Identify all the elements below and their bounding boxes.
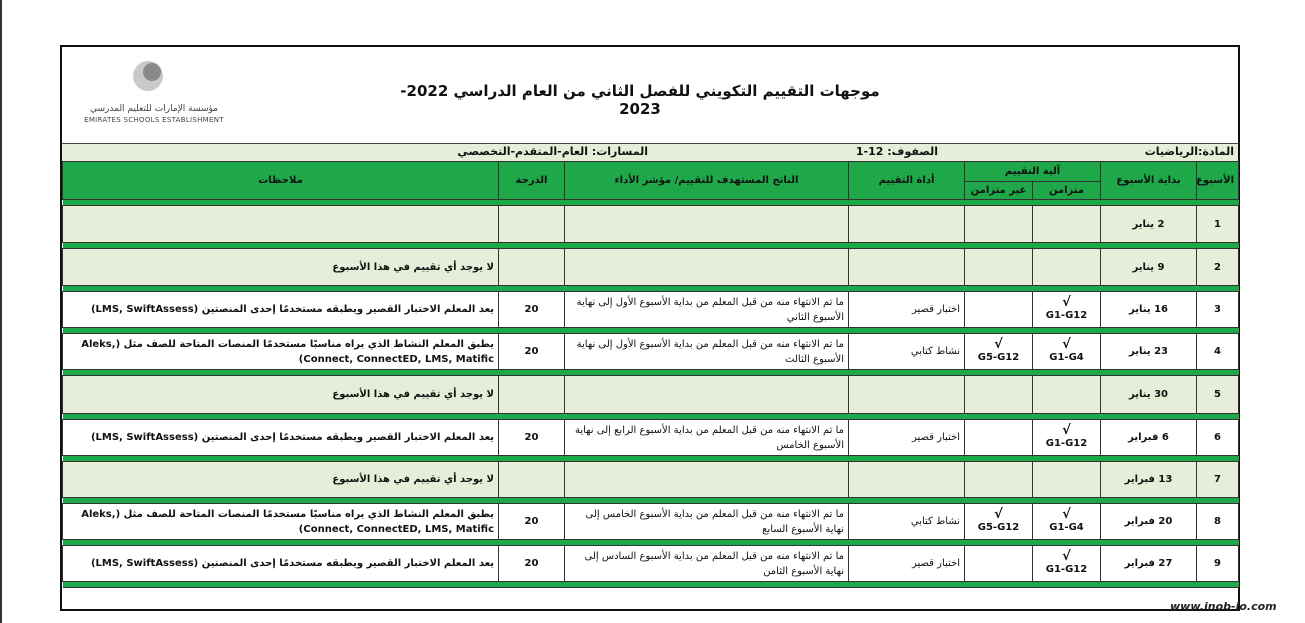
async-grades: G5-G12 [977, 522, 1020, 533]
grade-value [499, 249, 565, 286]
col-grade: الدرجة [499, 162, 565, 200]
notes-text: يعد المعلم الاختبار القصير ويطبقه مستخدمًا إحدى المنصتين (LMS, SwiftAssess) [63, 546, 499, 582]
sync-cell [1033, 334, 1101, 370]
row-separator [63, 582, 1239, 588]
sync-grades: G1-G4 [1049, 522, 1084, 533]
sync-cell [1033, 292, 1101, 328]
async-cell [965, 504, 1033, 540]
sync-cell [1033, 376, 1101, 414]
week-start-date: 9 يناير [1101, 249, 1197, 286]
check-icon: √ [1062, 295, 1071, 310]
sync-cell [1033, 546, 1101, 582]
col-tool: أداة التقييم [849, 162, 965, 200]
notes-text [63, 206, 499, 243]
sync-grades: G1-G12 [1045, 564, 1088, 575]
week-start-date: 23 يناير [1101, 334, 1197, 370]
grade-value: 20 [499, 292, 565, 328]
async-cell [965, 334, 1033, 370]
notes-text: يطبق المعلم النشاط الذي يراه مناسبًا مستخدمًا المنصات المتاحة للصف مثل (Aleks, Connect, ConnectED, LMS, Matific) [63, 334, 499, 370]
watermark: www.inob-io.com [1170, 600, 1277, 613]
col-outcome: الناتج المستهدف للتقييم/ مؤشر الأداء [565, 162, 849, 200]
logo [84, 60, 224, 130]
table-row [63, 206, 1239, 243]
grade-value [499, 206, 565, 243]
assessment-tool: نشاط كتابي [849, 334, 965, 370]
sync-cell [1033, 420, 1101, 456]
async-cell [965, 376, 1033, 414]
check-icon: √ [1062, 423, 1071, 438]
week-start-date: 20 فبراير [1101, 504, 1197, 540]
week-number: 5 [1197, 376, 1239, 414]
logo-arabic-text: مؤسسة الإمارات للتعليم المدرسي [90, 104, 218, 114]
target-outcome: ما تم الانتهاء منه من قبل المعلم من بداية الأسبوع الأول إلى نهاية الأسبوع الثاني [565, 292, 849, 328]
target-outcome: ما تم الانتهاء منه من قبل المعلم من بداية الأسبوع الأول إلى نهاية الأسبوع الثالث [565, 334, 849, 370]
table-row [63, 249, 1239, 286]
week-start-date: 13 فبراير [1101, 462, 1197, 498]
table-row [63, 504, 1239, 540]
assessment-tool [849, 206, 965, 243]
async-cell [965, 462, 1033, 498]
assessment-tool [849, 249, 965, 286]
async-grades: G5-G12 [977, 352, 1020, 363]
page-left-border [0, 0, 2, 623]
assessment-tool: نشاط كتابي [849, 504, 965, 540]
check-icon: √ [1062, 337, 1071, 352]
notes-text: يطبق المعلم النشاط الذي يراه مناسبًا مستخدمًا المنصات المتاحة للصف مثل (Aleks, Connect, ConnectED, LMS, Matific) [63, 504, 499, 540]
sync-cell [1033, 504, 1101, 540]
week-start-date: 6 فبراير [1101, 420, 1197, 456]
target-outcome: ما تم الانتهاء منه من قبل المعلم من بداية الأسبوع الرابع إلى نهاية الأسبوع الخامس [565, 420, 849, 456]
check-icon: √ [994, 507, 1003, 522]
sync-cell [1033, 462, 1101, 498]
table-row [63, 420, 1239, 456]
assessment-tool: اختبار قصير [849, 420, 965, 456]
sync-cell [1033, 249, 1101, 286]
target-outcome: ما تم الانتهاء منه من قبل المعلم من بداية الأسبوع السادس إلى نهاية الأسبوع الثامن [565, 546, 849, 582]
grade-value: 20 [499, 334, 565, 370]
notes-text: لا يوجد أي تقييم في هذا الأسبوع [63, 249, 499, 286]
week-number: 3 [1197, 292, 1239, 328]
async-cell [965, 292, 1033, 328]
notes-text: لا يوجد أي تقييم في هذا الأسبوع [63, 376, 499, 414]
sync-grades: G1-G12 [1045, 438, 1088, 449]
sync-grades: G1-G12 [1045, 310, 1088, 321]
notes-text: يعد المعلم الاختبار القصير ويطبقه مستخدمًا إحدى المنصتين (LMS, SwiftAssess) [63, 292, 499, 328]
sync-cell [1033, 206, 1101, 243]
week-number: 2 [1197, 249, 1239, 286]
notes-text: يعد المعلم الاختبار القصير ويطبقه مستخدمًا إحدى المنصتين (LMS, SwiftAssess) [63, 420, 499, 456]
col-week-start: بداية الأسبوع [1101, 162, 1197, 200]
col-mechanism: آلية التقييم [965, 162, 1101, 182]
grade-value [499, 462, 565, 498]
col-async: غير متزامن [965, 182, 1033, 200]
target-outcome [565, 206, 849, 243]
logo-icon [132, 60, 164, 92]
grade-value: 20 [499, 504, 565, 540]
grades-label: الصفوف: 12-1 [855, 145, 938, 158]
async-cell [965, 206, 1033, 243]
async-cell [965, 249, 1033, 286]
sync-grades: G1-G4 [1049, 352, 1084, 363]
check-icon: √ [1062, 549, 1071, 564]
logo-english-text: EMIRATES SCHOOLS ESTABLISHMENT [84, 116, 224, 124]
tracks-label: المسارات: العام-المتقدم-التخصصي [457, 145, 648, 158]
col-notes: ملاحظات [63, 162, 499, 200]
grade-value: 20 [499, 546, 565, 582]
col-sync: متزامن [1033, 182, 1101, 200]
target-outcome: ما تم الانتهاء منه من قبل المعلم من بداية الأسبوع الخامس إلى نهاية الأسبوع السابع [565, 504, 849, 540]
check-icon: √ [994, 337, 1003, 352]
notes-text: لا يوجد أي تقييم في هذا الأسبوع [63, 462, 499, 498]
week-start-date: 2 يناير [1101, 206, 1197, 243]
target-outcome [565, 462, 849, 498]
week-number: 4 [1197, 334, 1239, 370]
async-cell [965, 420, 1033, 456]
week-start-date: 16 يناير [1101, 292, 1197, 328]
check-icon: √ [1062, 507, 1071, 522]
assessment-tool [849, 376, 965, 414]
week-number: 6 [1197, 420, 1239, 456]
col-week: الأسبوع [1197, 162, 1239, 200]
info-bar [62, 143, 1238, 163]
week-number: 7 [1197, 462, 1239, 498]
grade-value [499, 376, 565, 414]
table-row [63, 462, 1239, 498]
table-row [63, 292, 1239, 328]
assessment-tool: اختبار قصير [849, 546, 965, 582]
async-cell [965, 546, 1033, 582]
subject-label: المادة:الرياضيات [1144, 145, 1234, 158]
week-number: 8 [1197, 504, 1239, 540]
table-row [63, 546, 1239, 582]
week-number: 9 [1197, 546, 1239, 582]
week-start-date: 30 يناير [1101, 376, 1197, 414]
target-outcome [565, 376, 849, 414]
week-start-date: 27 فبراير [1101, 546, 1197, 582]
target-outcome [565, 249, 849, 286]
table-row [63, 376, 1239, 414]
grade-value: 20 [499, 420, 565, 456]
week-number: 1 [1197, 206, 1239, 243]
table-row [63, 334, 1239, 370]
assessment-tool [849, 462, 965, 498]
assessment-table [62, 161, 1239, 588]
page-title: موجهات التقييم التكويني للفصل الثاني من العام الدراسي 2022-2023 [400, 82, 880, 118]
assessment-tool: اختبار قصير [849, 292, 965, 328]
